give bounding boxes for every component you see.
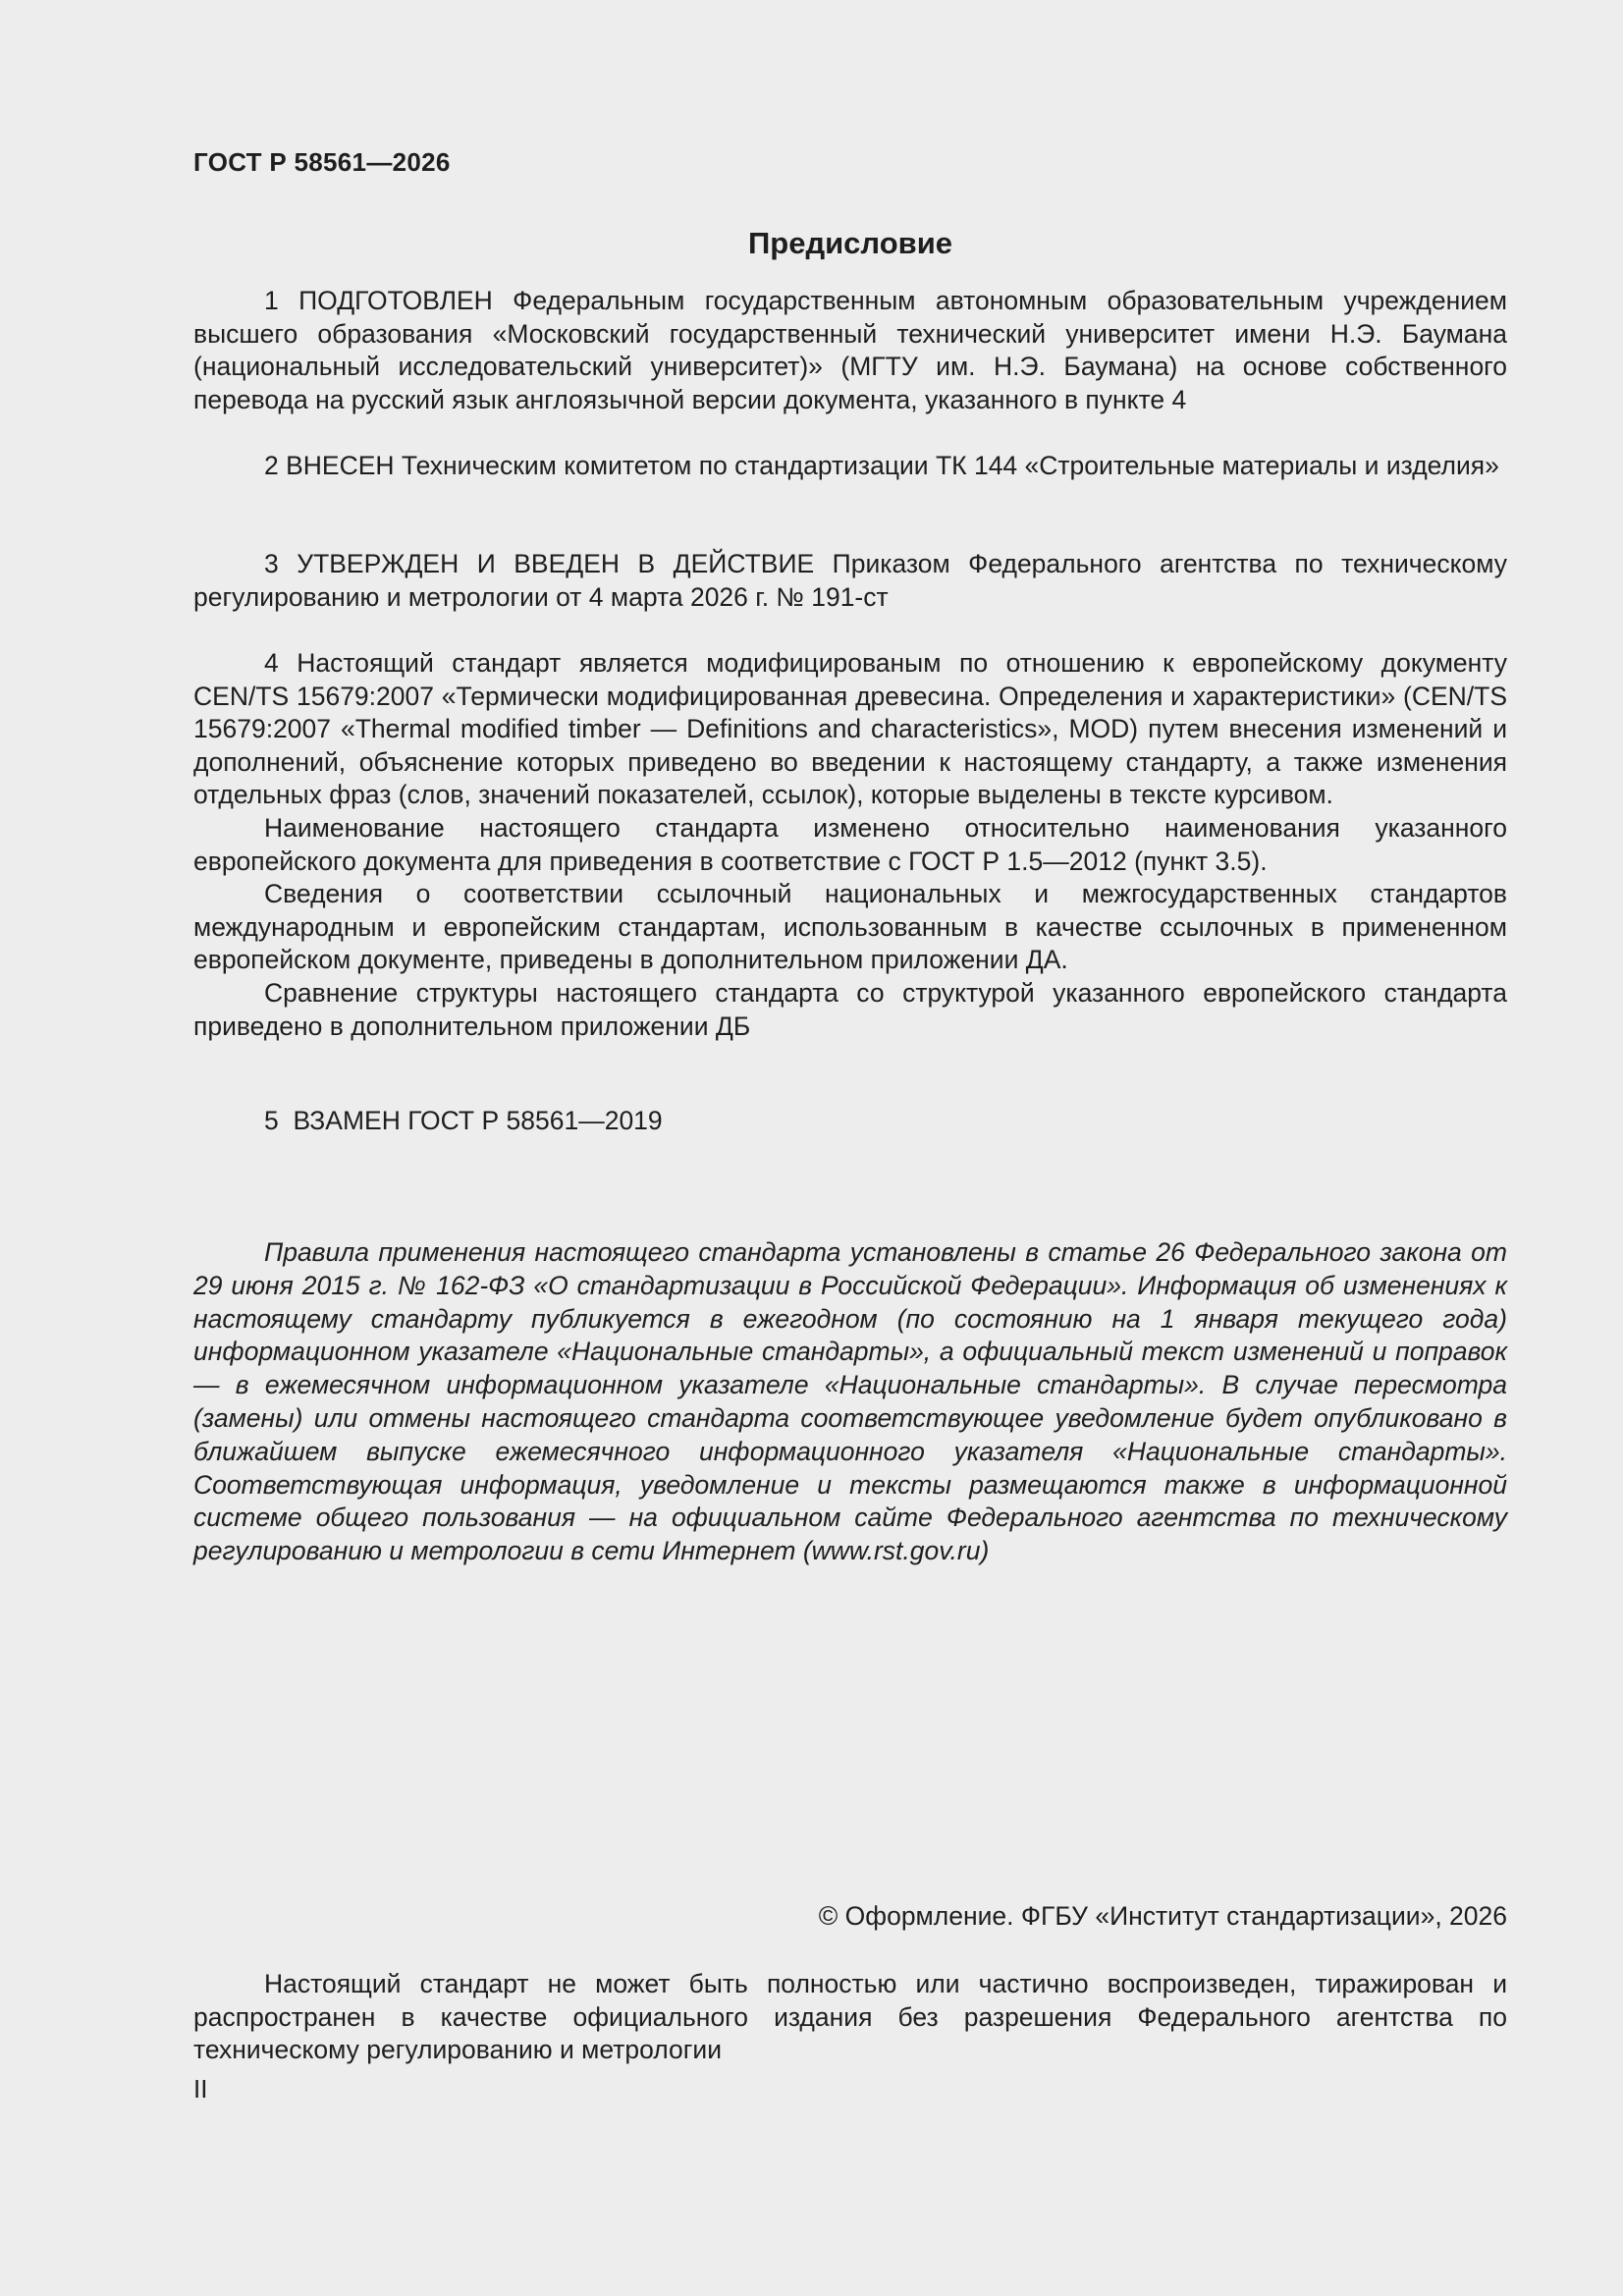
reproduction-notice: Настоящий стандарт не может быть полностью или частично воспроизведен, тиражирован и распространен в качестве официального издания без разрешения Федерального агентства по техническому регулированию и метрологии — [193, 1969, 1507, 2065]
item-paragraph: Сведения о соответствии ссылочный национальных и межгосударственных стандартов международным и европейским стандартам, использованным в качестве ссылочных в примененном европейском документе, приведены в дополнительном приложении ДА. — [193, 879, 1507, 975]
preface-item-2 — [193, 450, 1507, 483]
application-rules-notice: Правила применения настоящего стандарта установлены в статье 26 Федерального закона от 29 июня 2015 г. № 162-ФЗ «О стандартизации в Российской Федерации». Информация об изменениях к настоящему стандарту публикуется в ежегодном (по состоянию на 1 января текущего года) информационном указателе «Национальные стандарты», а официальный текст изменений и поправок — в ежемесячном информационном указателе «Национальные стандарты». В случае пересмотра (замены) или отмены настоящего стандарта соответствующее уведомление будет опубликовано в ближайшем выпуске ежемесячного информационного указателя «Национальные стандарты». Соответствующая информация, уведомление и тексты размещаются также в информационной системе общего пользования — на официальном сайте Федерального агентства по техническому регулированию и метрологии в сети Интернет (www.rst.gov.ru) — [193, 1237, 1507, 1566]
preface-item-3 — [193, 548, 1507, 614]
preface-item-4 — [193, 647, 1507, 1043]
item-paragraph: 1 ПОДГОТОВЛЕН Федеральным государственным автономным образовательным учреждением высшего образования «Московский государственный технический университет имени Н.Э. Баумана (национальный исследовательский университет)» (МГТУ им. Н.Э. Баумана) на основе собственного перевода на русский язык англоязычной версии документа, указанного в пункте 4 — [193, 286, 1507, 414]
item-paragraph: 5 ВЗАМЕН ГОСТ Р 58561—2019 — [264, 1106, 663, 1135]
page-number: II — [193, 2074, 208, 2104]
preface-item-1 — [193, 285, 1507, 416]
item-paragraph: Сравнение структуры настоящего стандарта со структурой указанного европейского стандарта приведено в дополнительном приложении ДБ — [193, 977, 1507, 1041]
page-title: Предисловие — [747, 226, 952, 260]
item-paragraph: Наименование настоящего стандарта изменено относительно наименования указанного европейского документа для приведения в соответствие с ГОСТ Р 1.5—2012 (пункт 3.5). — [193, 812, 1507, 876]
document-code: ГОСТ Р 58561—2026 — [193, 147, 451, 177]
copyright-line: © Оформление. ФГБУ «Институт стандартизации», 2026 — [818, 1901, 1507, 1931]
item-paragraph: 4 Настоящий стандарт является модифицированым по отношению к европейскому документу CEN/TS 15679:2007 «Термически модифицированная древесина. Определения и характеристики» (CEN/TS 15679:2007 «Thermal modified timber — Definitions and characteristics», MOD) путем внесения изменений и дополнений, объяснение которых приведено во введении к настоящему стандарту, а также изменения отдельных фраз (слов, значений показателей, ссылок), которые выделены в тексте курсивом. — [193, 648, 1507, 810]
preface-item-5 — [193, 1105, 1507, 1138]
item-paragraph: 2 ВНЕСЕН Техническим комитетом по стандартизации ТК 144 «Строительные материалы и изделия» — [264, 451, 1499, 480]
item-paragraph: 3 УТВЕРЖДЕН И ВВЕДЕН В ДЕЙСТВИЕ Приказом Федерального агентства по техническому регулированию и метрологии от 4 марта 2026 г. № 191-ст — [193, 549, 1507, 612]
